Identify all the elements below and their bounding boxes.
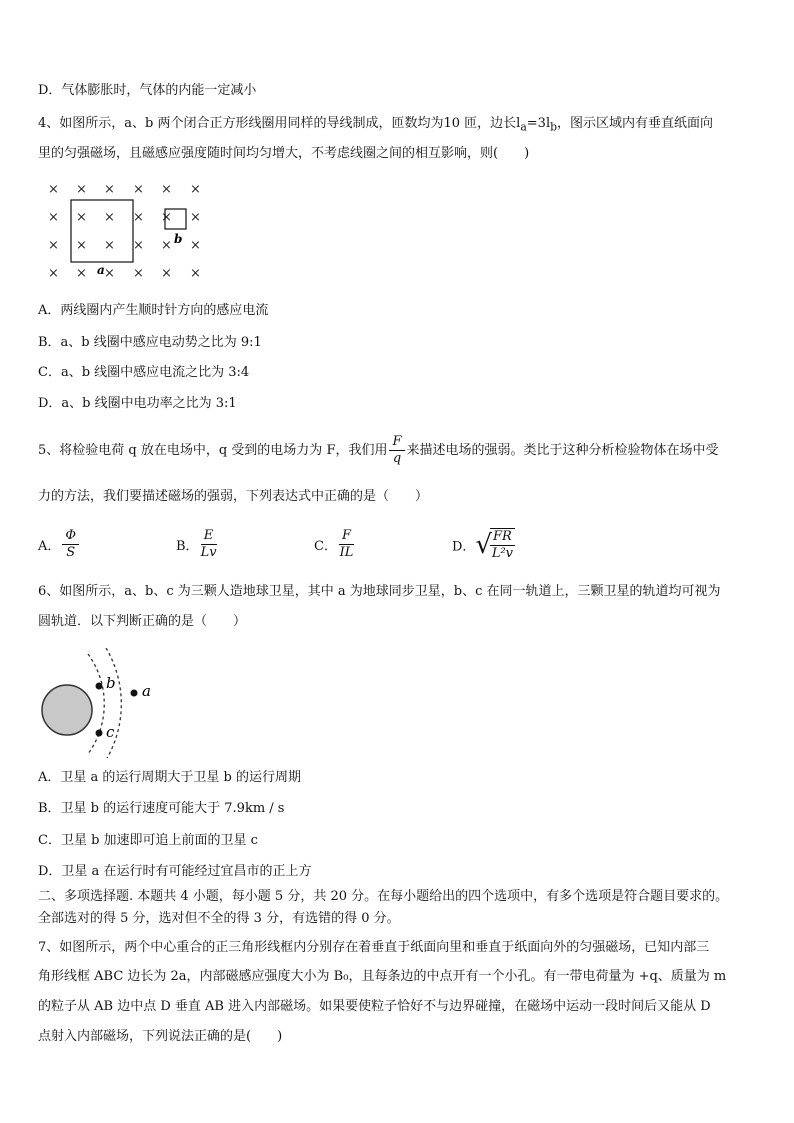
field-cross-mark: × [161, 266, 172, 278]
q5-option-a: A． $\frac{\Phi}{S}$ [38, 528, 81, 561]
field-cross-mark: × [161, 238, 172, 253]
q6-option-b: B．卫星 b 的运行速度可能大于 7.9km / s [38, 801, 285, 816]
field-cross-mark: × [48, 238, 59, 253]
field-cross-mark: × [133, 238, 144, 253]
satellite-c-label: c [106, 723, 115, 741]
q6-stem-line-1: 6、如图所示，a、b、c 为三颗人造地球卫星，其中 a 为地球同步卫星，b、c 在同一轨道上，三颗卫星的轨道均可视为 [38, 584, 721, 599]
q4-stem-line-2: 里的匀强磁场，且磁感应强度随时间均匀增大，不考虑线圈之间的相互影响，则( ) [38, 146, 530, 161]
satellite-c [96, 730, 103, 737]
section2-instructions-line-2: 全部选对的得 5 分，选对但不全的得 3 分，有选错的得 0 分。 [38, 911, 400, 926]
q4-magnetic-field-figure [40, 178, 240, 278]
q7-stem-line-1: 7、如图所示，两个中心重合的正三角形线框内分别存在着垂直于纸面向里和垂直于纸面向外的匀强磁场，已知内部三 [38, 940, 710, 955]
field-ratio-fraction: $\frac{F}{q}$ [389, 434, 404, 467]
q7-stem-line-2: 角形线框 ABC 边长为 2a，内部磁感应强度大小为 B₀，且每条边的中点开有一个小孔。有一带电荷量为 +q、质量为 m [38, 969, 727, 984]
subscript-a: a [520, 120, 527, 134]
field-cross-mark: × [48, 182, 59, 197]
field-cross-mark: × [104, 182, 115, 197]
field-cross-mark: × [161, 210, 172, 225]
q4-option-a: A．两线圈内产生顺时针方向的感应电流 [38, 303, 269, 318]
field-cross-mark: × [190, 266, 201, 278]
q6-satellite-orbit-figure [36, 648, 196, 758]
q5-stem-line-1: 5、将检验电荷 q 放在电场中，q 受到的电场力为 F，我们用 $\frac{F}{q}$ 来描述电场的强弱。类比于这种分析检验物体在场中受 [38, 434, 719, 466]
field-cross-mark: × [104, 266, 115, 278]
earth-circle [42, 685, 92, 735]
field-cross-mark: × [76, 182, 87, 197]
q4-option-c: C．a、b 线圈中感应电流之比为 3:4 [38, 365, 250, 380]
field-cross-mark: × [190, 238, 201, 253]
coil-a-label: a [97, 263, 105, 277]
field-cross-mark: × [104, 238, 115, 253]
satellite-a [131, 690, 138, 697]
q6-stem-line-2: 圆轨道．以下判断正确的是（ ） [38, 614, 247, 629]
q6-option-a: A．卫星 a 的运行周期大于卫星 b 的运行周期 [38, 770, 301, 785]
q6-option-c: C．卫星 b 加速即可追上前面的卫星 c [38, 833, 258, 848]
field-cross-mark: × [76, 238, 87, 253]
satellite-b [96, 683, 103, 690]
q4-stem-line-1: 4、如图所示，a、b 两个闭合正方形线圈用同样的导线制成，匝数均为10 匝，边长$l_a=3l_b$，图示区域内有垂直纸面向 [38, 116, 714, 134]
q7-stem-line-4: 点射入内部磁场，下列说法正确的是( ) [38, 1029, 283, 1044]
field-cross-mark: × [133, 182, 144, 197]
satellite-a-label: a [142, 682, 151, 700]
satellite-b-label: b [106, 674, 116, 692]
sqrt-sign: √ [475, 530, 493, 560]
field-cross-mark: × [161, 182, 172, 197]
field-cross-mark: × [76, 210, 87, 225]
q5-option-c: C． $\frac{F}{IL}$ [314, 528, 354, 560]
q3-option-d: D．气体膨胀时，气体的内能一定减小 [38, 83, 257, 98]
q6-option-d: D．卫星 a 在运行时有可能经过宜昌市的正上方 [38, 864, 312, 879]
q7-stem-line-3: 的粒子从 AB 边中点 D 垂直 AB 进入内部磁场。如果要使粒子恰好不与边界碰撞，在磁场中运动一段时间后又能从 D [38, 999, 711, 1014]
subscript-b: b [550, 120, 558, 134]
field-cross-mark: × [76, 266, 87, 278]
q5-stem-line-2: 力的方法，我们要描述磁场的强弱，下列表达式中正确的是（ ） [38, 489, 429, 504]
q5-option-d: D．√ $\frac{FR}{\text{L²v}}$ [452, 529, 514, 561]
field-cross-mark: × [190, 182, 201, 197]
field-cross-mark: × [48, 210, 59, 225]
field-cross-mark: × [133, 210, 144, 225]
field-cross-mark: × [104, 210, 115, 225]
q4-option-b: B．a、b 线圈中感应电动势之比为 9:1 [38, 335, 262, 350]
outer-orbit-arc [106, 648, 121, 758]
coil-b-label: b [174, 232, 183, 246]
section2-instructions-line-1: 二、多项选择题. 本题共 4 小题，每小题 5 分，共 20 分。在每小题给出的四个选项中，有多个选项是符合题目要求的。 [38, 889, 729, 904]
field-cross-mark: × [133, 266, 144, 278]
q4-option-d: D．a、b 线圈中电功率之比为 3:1 [38, 396, 237, 411]
field-cross-mark: × [190, 210, 201, 225]
field-cross-mark: × [48, 266, 59, 278]
q5-option-b: B． $\frac{E}{Lv}$ [176, 528, 217, 560]
